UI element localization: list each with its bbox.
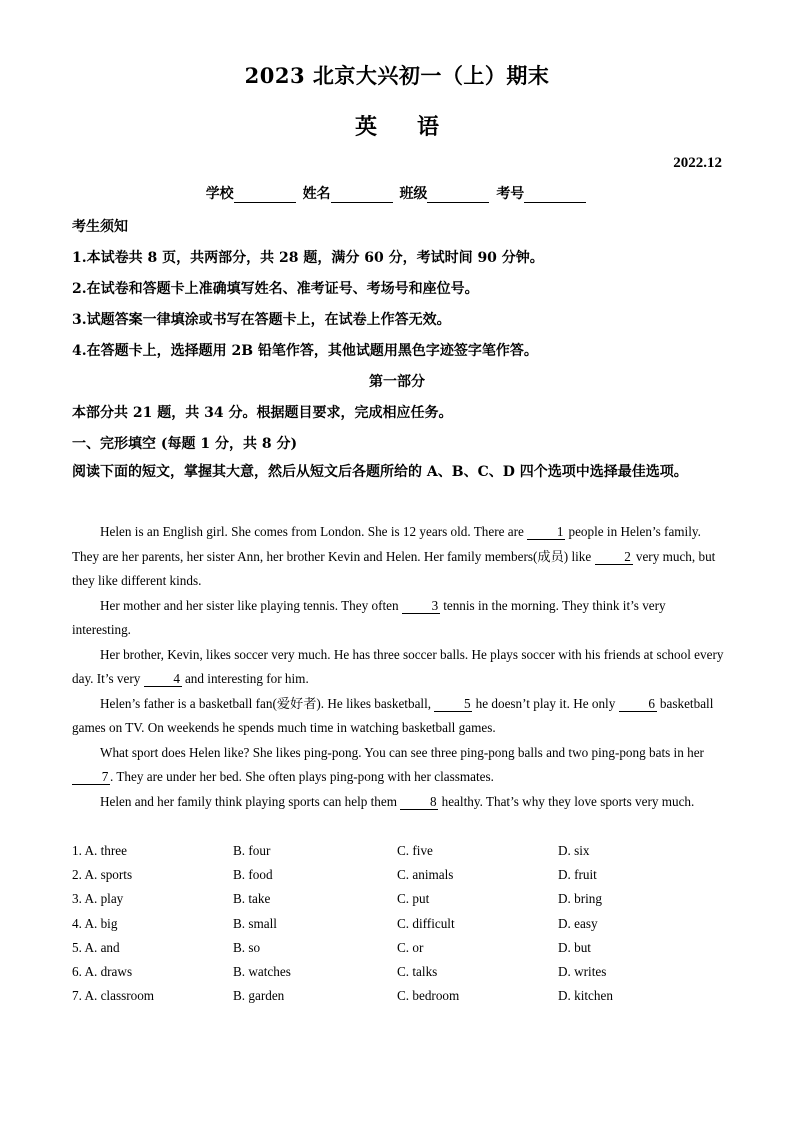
blank-4: 4 bbox=[144, 672, 182, 687]
passage-paragraph: Helen and her family think playing sports can help them 8 healthy. That’s why they love sports very much. bbox=[100, 793, 695, 809]
passage-paragraph: Helen’s father is a basketball fan(爱好者). He likes basketball, 5 he doesn’t play it. He only 6 basketball games on TV. On weekends he spends much time in watching basketball games. bbox=[72, 695, 714, 735]
option-b: B. so bbox=[233, 939, 261, 955]
option-d: D. but bbox=[558, 939, 591, 955]
option-d: D. bring bbox=[558, 891, 602, 907]
field-name-label: 姓名 bbox=[302, 186, 331, 202]
option-b: B. four bbox=[233, 843, 271, 858]
student-info-fields bbox=[0, 183, 794, 203]
option-a: 4. A. big bbox=[72, 915, 118, 931]
option-row bbox=[72, 988, 732, 1012]
option-c: C. put bbox=[397, 891, 430, 907]
option-d: D. writes bbox=[558, 963, 607, 979]
option-b: B. small bbox=[233, 915, 277, 931]
option-b: B. garden bbox=[233, 988, 285, 1004]
blank-8: 8 bbox=[400, 795, 438, 810]
option-c: C. five bbox=[397, 843, 433, 858]
option-row bbox=[72, 940, 732, 964]
option-c: C. talks bbox=[397, 963, 438, 979]
blank-3: 3 bbox=[402, 599, 440, 614]
exam-date: 2022.12 bbox=[673, 155, 722, 171]
part-heading: 第一部分 bbox=[369, 374, 425, 390]
option-d: D. six bbox=[558, 843, 590, 858]
option-row bbox=[72, 867, 732, 891]
field-school-label: 学校 bbox=[205, 186, 234, 202]
option-a: 6. A. draws bbox=[72, 963, 133, 979]
blank-1: 1 bbox=[527, 525, 565, 540]
option-a: 2. A. sports bbox=[72, 867, 133, 883]
option-a: 5. A. and bbox=[72, 939, 120, 955]
answer-options bbox=[72, 843, 732, 1012]
passage-paragraph: Her brother, Kevin, likes soccer very much. He has three soccer balls. He plays soccer with his friends at school every day. It’s very 4 and interesting for him. bbox=[72, 646, 724, 686]
field-exam-number-blank bbox=[524, 188, 586, 203]
field-exam-number-label: 考号 bbox=[496, 186, 525, 202]
option-d: D. fruit bbox=[558, 867, 597, 883]
notice-item-3: 3.试题答案一律填涂或书写在答题卡上，在试卷上作答无效。 bbox=[72, 312, 451, 328]
notice-heading: 考生须知 bbox=[72, 219, 128, 235]
cloze-passage bbox=[72, 520, 724, 814]
option-c: C. animals bbox=[397, 867, 454, 883]
option-a: 1. A. three bbox=[72, 843, 127, 858]
passage-paragraph: Her mother and her sister like playing tennis. They often 3 tennis in the morning. They think it’s very interesting. bbox=[72, 597, 666, 637]
field-school-blank bbox=[234, 188, 296, 203]
notice-item-1: 1.本试卷共 8 页，共两部分，共 28 题，满分 60 分，考试时间 90 分钟。 bbox=[72, 250, 544, 266]
option-a: 7. A. classroom bbox=[72, 988, 155, 1004]
field-name-blank bbox=[331, 188, 393, 203]
section-instruction: 阅读下面的短文，掌握其大意，然后从短文后各题所给的 A、B、C、D 四个选项中选择最佳选项。 bbox=[72, 464, 688, 480]
notice-item-4: 4.在答题卡上，选择题用 2B 铅笔作答，其他试题用黑色字迹签字笔作答。 bbox=[72, 343, 538, 359]
blank-2: 2 bbox=[595, 550, 633, 565]
option-row bbox=[72, 891, 732, 915]
option-row bbox=[72, 916, 732, 940]
passage-paragraph: Helen is an English girl. She comes from London. She is 12 years old. There are 1 people in Helen’s family. They are her parents, her sister Ann, her brother Kevin and Helen. Her family members(成员) like 2 very much, but they like different kinds. bbox=[72, 524, 716, 588]
notice-item-2: 2.在试卷和答题卡上准确填写姓名、准考证号、考场号和座位号。 bbox=[72, 281, 479, 297]
part-intro: 本部分共 21 题，共 34 分。根据题目要求，完成相应任务。 bbox=[72, 405, 453, 421]
option-c: C. bedroom bbox=[397, 988, 460, 1004]
section-title: 一、完形填空 (每题 1 分，共 8 分) bbox=[72, 436, 298, 452]
option-d: D. kitchen bbox=[558, 988, 613, 1004]
option-c: C. difficult bbox=[397, 915, 455, 931]
option-row bbox=[72, 964, 732, 988]
option-b: B. food bbox=[233, 867, 273, 883]
passage-paragraph: What sport does Helen like? She likes ping-pong. You can see three ping-pong balls and two ping-pong bats in her 7 . They are under her bed. She often plays ping-pong with her classmates. bbox=[72, 741, 724, 790]
blank-6: 6 bbox=[619, 697, 657, 712]
blank-5: 5 bbox=[434, 697, 472, 712]
option-b: B. take bbox=[233, 891, 271, 907]
option-d: D. easy bbox=[558, 915, 598, 931]
field-class-label: 班级 bbox=[399, 186, 428, 202]
subject-title: 英语 bbox=[354, 114, 479, 140]
option-row bbox=[72, 843, 732, 867]
option-b: B. watches bbox=[233, 963, 291, 979]
option-a: 3. A. play bbox=[72, 891, 124, 907]
option-c: C. or bbox=[397, 939, 424, 955]
field-class-blank bbox=[427, 188, 489, 203]
blank-7: 7 bbox=[72, 770, 110, 785]
exam-title: 2023 北京大兴初一（上）期末 bbox=[244, 63, 550, 88]
